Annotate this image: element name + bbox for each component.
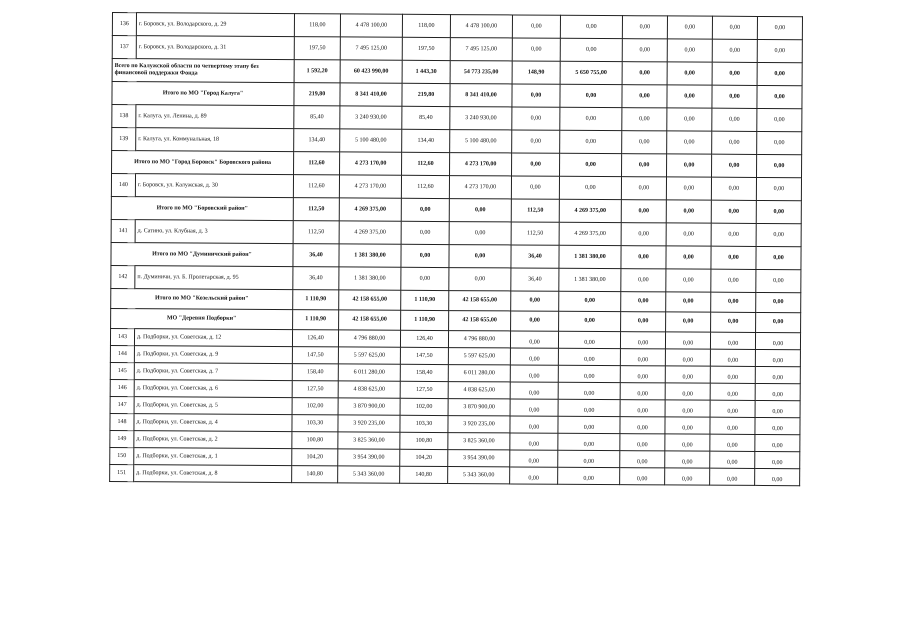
row-number: 142	[111, 265, 135, 288]
value-cell: 0,00	[512, 130, 560, 153]
value-cell: 0,00	[665, 434, 710, 451]
value-cell: 112,60	[401, 175, 449, 198]
value-cell: 0,00	[510, 365, 558, 382]
value-cell: 0,00	[558, 450, 620, 467]
address-cell: п. Думиничи, ул. Б. Пролетарская, д. 95	[135, 266, 293, 290]
value-cell: 4 796 880,00	[448, 331, 510, 348]
row-number: 149	[110, 430, 134, 447]
value-cell: 0,00	[621, 292, 666, 312]
value-cell: 0,00	[510, 382, 558, 399]
value-cell: 0,00	[512, 107, 560, 130]
row-number: 144	[110, 345, 134, 362]
value-cell: 0,00	[401, 221, 449, 244]
value-cell: 0,00	[667, 62, 712, 85]
value-cell: 0,00	[560, 38, 622, 61]
value-cell: 0,00	[756, 246, 801, 269]
value-cell: 0,00	[667, 131, 712, 154]
value-cell: 3 920 235,00	[448, 416, 510, 433]
value-cell: 0,00	[510, 416, 558, 433]
value-cell: 4 269 375,00	[339, 221, 401, 244]
value-cell: 0,00	[622, 131, 667, 154]
value-cell: 0,00	[710, 451, 755, 468]
value-cell: 6 011 280,00	[448, 365, 510, 382]
value-cell: 36,40	[293, 267, 339, 290]
value-cell: 0,00	[558, 467, 620, 484]
value-cell: 1 381 380,00	[339, 244, 401, 267]
value-cell: 0,00	[620, 383, 665, 400]
value-cell: 140,80	[292, 466, 338, 483]
value-cell: 219,80	[294, 83, 340, 106]
value-cell: 147,50	[400, 347, 448, 364]
table-row	[110, 464, 800, 485]
address-cell: г. Калуга, ул. Ленина, д. 89	[136, 105, 294, 129]
value-cell: 103,30	[292, 415, 338, 432]
value-cell: 0,00	[401, 198, 449, 221]
value-cell: 0,00	[559, 291, 621, 311]
subtotal-label: Итого по МО "Город Боровск" Боровского района	[112, 151, 294, 175]
value-cell: 0,00	[711, 292, 756, 312]
value-cell: 0,00	[620, 468, 665, 485]
value-cell: 1 381 380,00	[339, 267, 401, 290]
value-cell: 1 381 380,00	[559, 245, 621, 268]
value-cell: 0,00	[558, 433, 620, 450]
value-cell: 0,00	[666, 223, 711, 246]
value-cell: 1 110,90	[293, 290, 339, 310]
row-number: 141	[111, 219, 135, 242]
value-cell: 0,00	[512, 38, 560, 61]
value-cell: 0,00	[755, 434, 800, 451]
value-cell: 0,00	[755, 366, 800, 383]
subtotal-label: Итого по МО "Боровский район"	[111, 196, 293, 220]
value-cell: 4 838 625,00	[448, 382, 510, 399]
value-cell: 0,00	[757, 39, 802, 62]
address-cell: д. Подборки, ул. Советская, д. 2	[134, 431, 292, 449]
value-cell: 0,00	[756, 312, 801, 332]
table-body	[110, 13, 803, 486]
value-cell: 0,00	[667, 39, 712, 62]
value-cell: 0,00	[755, 383, 800, 400]
value-cell: 85,40	[294, 106, 340, 129]
row-number: 143	[110, 328, 134, 345]
value-cell: 0,00	[667, 108, 712, 131]
row-number: 136	[112, 13, 136, 36]
value-cell: 0,00	[711, 200, 756, 223]
value-cell: 112,60	[402, 152, 450, 175]
value-cell: 118,00	[402, 14, 450, 37]
value-cell: 42 158 655,00	[449, 291, 511, 311]
value-cell: 0,00	[620, 332, 665, 349]
subtotal-label: Итого по МО "Козельский район"	[111, 288, 293, 309]
value-cell: 197,50	[294, 37, 340, 60]
value-cell: 112,60	[293, 175, 339, 198]
value-cell: 42 158 655,00	[339, 310, 401, 330]
value-cell: 0,00	[666, 292, 711, 312]
address-cell: д. Подборки, ул. Советская, д. 4	[134, 414, 292, 432]
value-cell: 4 269 375,00	[339, 198, 401, 221]
value-cell: 1 443,30	[402, 60, 450, 83]
value-cell: 1 110,90	[293, 310, 339, 330]
value-cell: 0,00	[511, 291, 559, 311]
value-cell: 0,00	[558, 331, 620, 348]
value-cell: 0,00	[558, 399, 620, 416]
value-cell: 0,00	[665, 451, 710, 468]
address-cell: г. Боровск, ул. Володарского, д. 29	[136, 13, 294, 37]
value-cell: 1 592,20	[294, 60, 340, 83]
value-cell: 3 825 360,00	[338, 432, 400, 449]
address-cell: д. Подборки, ул. Советская, д. 6	[134, 380, 292, 398]
value-cell: 0,00	[711, 312, 756, 332]
value-cell: 0,00	[712, 39, 757, 62]
value-cell: 0,00	[712, 16, 757, 39]
value-cell: 5 343 360,00	[448, 467, 510, 484]
value-cell: 85,40	[402, 106, 450, 129]
value-cell: 0,00	[510, 331, 558, 348]
value-cell: 158,40	[400, 364, 448, 381]
value-cell: 118,00	[294, 14, 340, 37]
value-cell: 148,90	[512, 61, 560, 84]
value-cell: 0,00	[510, 433, 558, 450]
value-cell: 42 158 655,00	[339, 290, 401, 310]
value-cell: 0,00	[620, 451, 665, 468]
value-cell: 112,50	[511, 199, 559, 222]
value-cell: 102,00	[400, 398, 448, 415]
value-cell: 1 110,90	[401, 310, 449, 330]
address-cell: г. Боровск, ул. Калужская, д. 30	[135, 174, 293, 198]
value-cell: 0,00	[620, 400, 665, 417]
value-cell: 3 240 930,00	[340, 106, 402, 129]
value-cell: 0,00	[449, 199, 511, 222]
value-cell: 3 240 930,00	[450, 107, 512, 130]
value-cell: 0,00	[622, 154, 667, 177]
value-cell: 0,00	[757, 85, 802, 108]
subtotal-label: МО "Деревня Подборки"	[111, 308, 293, 329]
value-cell: 0,00	[711, 246, 756, 269]
value-cell: 7 495 125,00	[450, 38, 512, 61]
value-cell: 0,00	[511, 176, 559, 199]
value-cell: 4 273 170,00	[339, 175, 401, 198]
value-cell: 126,40	[292, 330, 338, 347]
value-cell: 134,40	[402, 129, 450, 152]
value-cell: 103,30	[400, 415, 448, 432]
value-cell: 5 100 480,00	[450, 130, 512, 153]
value-cell: 0,00	[711, 177, 756, 200]
value-cell: 134,40	[294, 129, 340, 152]
value-cell: 0,00	[511, 311, 559, 331]
address-cell: г. Боровск, ул. Володарского, д. 31	[136, 36, 294, 60]
value-cell: 112,60	[294, 152, 340, 175]
value-cell: 3 870 900,00	[448, 399, 510, 416]
value-cell: 0,00	[666, 200, 711, 223]
row-number: 140	[111, 174, 135, 197]
row-number: 150	[110, 447, 134, 464]
value-cell: 0,00	[755, 468, 800, 485]
value-cell: 104,20	[292, 449, 338, 466]
value-cell: 197,50	[402, 37, 450, 60]
value-cell: 127,50	[400, 381, 448, 398]
value-cell: 0,00	[710, 417, 755, 434]
value-cell: 0,00	[712, 154, 757, 177]
value-cell: 0,00	[510, 467, 558, 484]
value-cell: 0,00	[620, 366, 665, 383]
document-page	[109, 12, 802, 486]
address-cell: д. Подборки, ул. Советская, д. 9	[134, 346, 292, 364]
value-cell: 0,00	[665, 332, 710, 349]
value-cell: 0,00	[756, 177, 801, 200]
value-cell: 0,00	[712, 85, 757, 108]
value-cell: 0,00	[510, 348, 558, 365]
value-cell: 0,00	[710, 400, 755, 417]
row-number: 145	[110, 362, 134, 379]
value-cell: 0,00	[559, 311, 621, 331]
value-cell: 1 381 380,00	[559, 268, 621, 291]
value-cell: 147,50	[292, 347, 338, 364]
value-cell: 0,00	[755, 451, 800, 468]
value-cell: 0,00	[756, 223, 801, 246]
value-cell: 0,00	[666, 312, 711, 332]
value-cell: 4 269 375,00	[559, 199, 621, 222]
value-cell: 0,00	[710, 468, 755, 485]
value-cell: 4 273 170,00	[449, 176, 511, 199]
value-cell: 0,00	[665, 366, 710, 383]
value-cell: 3 954 390,00	[448, 450, 510, 467]
value-cell: 0,00	[757, 108, 802, 131]
value-cell: 42 158 655,00	[449, 311, 511, 331]
value-cell: 3 870 900,00	[338, 398, 400, 415]
value-cell: 0,00	[558, 348, 620, 365]
value-cell: 0,00	[620, 417, 665, 434]
value-cell: 0,00	[510, 399, 558, 416]
value-cell: 0,00	[710, 349, 755, 366]
value-cell: 219,80	[402, 83, 450, 106]
value-cell: 0,00	[710, 332, 755, 349]
value-cell: 112,50	[511, 222, 559, 245]
value-cell: 100,80	[292, 432, 338, 449]
value-cell: 0,00	[560, 107, 622, 130]
value-cell: 0,00	[621, 246, 666, 269]
address-cell: д. Подборки, ул. Советская, д. 12	[134, 329, 292, 347]
value-cell: 0,00	[667, 16, 712, 39]
value-cell: 0,00	[622, 39, 667, 62]
value-cell: 36,40	[293, 244, 339, 267]
value-cell: 0,00	[665, 383, 710, 400]
value-cell: 100,80	[400, 432, 448, 449]
value-cell: 0,00	[621, 200, 666, 223]
address-cell: д. Подборки, ул. Советская, д. 5	[134, 397, 292, 415]
subtotal-label: Итого по МО "Думиничский район"	[111, 242, 293, 266]
value-cell: 0,00	[665, 417, 710, 434]
value-cell: 4 273 170,00	[340, 152, 402, 175]
value-cell: 4 796 880,00	[338, 330, 400, 347]
value-cell: 0,00	[558, 416, 620, 433]
value-cell: 54 773 235,00	[450, 61, 512, 84]
value-cell: 0,00	[449, 222, 511, 245]
value-cell: 0,00	[401, 267, 449, 290]
value-cell: 4 478 100,00	[450, 15, 512, 38]
value-cell: 0,00	[757, 62, 802, 85]
address-cell: д. Подборки, ул. Советская, д. 1	[134, 448, 292, 466]
value-cell: 0,00	[559, 176, 621, 199]
row-number: 138	[112, 105, 136, 128]
value-cell: 0,00	[622, 85, 667, 108]
address-cell: д. Сатино, ул. Клубная, д. 3	[135, 220, 293, 244]
subtotal-label: Итого по МО "Город Калуга"	[112, 82, 294, 106]
value-cell: 112,50	[293, 221, 339, 244]
value-cell: 60 423 990,00	[340, 60, 402, 83]
value-cell: 4 478 100,00	[340, 14, 402, 37]
value-cell: 0,00	[666, 246, 711, 269]
value-cell: 0,00	[757, 16, 802, 39]
value-cell: 0,00	[755, 417, 800, 434]
value-cell: 0,00	[401, 244, 449, 267]
value-cell: 0,00	[621, 312, 666, 332]
value-cell: 3 954 390,00	[338, 449, 400, 466]
row-number: 146	[110, 379, 134, 396]
value-cell: 5 650 755,00	[560, 61, 622, 84]
value-cell: 0,00	[710, 366, 755, 383]
address-cell: д. Подборки, ул. Советская, д. 7	[134, 363, 292, 381]
value-cell: 0,00	[712, 131, 757, 154]
address-cell: г. Калуга, ул. Коммунальная, 18	[136, 128, 294, 152]
value-cell: 0,00	[512, 84, 560, 107]
value-cell: 0,00	[665, 400, 710, 417]
value-cell: 0,00	[666, 269, 711, 292]
value-cell: 127,50	[292, 381, 338, 398]
value-cell: 5 343 360,00	[338, 466, 400, 483]
value-cell: 0,00	[667, 154, 712, 177]
value-cell: 1 110,90	[401, 290, 449, 310]
value-cell: 102,00	[292, 398, 338, 415]
value-cell: 0,00	[757, 131, 802, 154]
value-cell: 6 011 280,00	[338, 364, 400, 381]
value-cell: 0,00	[621, 223, 666, 246]
value-cell: 0,00	[712, 62, 757, 85]
value-cell: 0,00	[756, 269, 801, 292]
value-cell: 0,00	[666, 177, 711, 200]
value-cell: 0,00	[621, 269, 666, 292]
value-cell: 0,00	[756, 292, 801, 312]
value-cell: 0,00	[622, 108, 667, 131]
value-cell: 36,40	[511, 245, 559, 268]
value-cell: 0,00	[560, 130, 622, 153]
housing-table	[109, 12, 803, 486]
value-cell: 104,20	[400, 449, 448, 466]
value-cell: 0,00	[665, 349, 710, 366]
value-cell: 0,00	[621, 177, 666, 200]
row-number: 137	[112, 36, 136, 59]
value-cell: 4 838 625,00	[338, 381, 400, 398]
value-cell: 0,00	[560, 84, 622, 107]
value-cell: 3 825 360,00	[448, 433, 510, 450]
value-cell: 0,00	[665, 468, 710, 485]
value-cell: 0,00	[755, 349, 800, 366]
value-cell: 0,00	[710, 434, 755, 451]
value-cell: 0,00	[667, 85, 712, 108]
value-cell: 140,80	[400, 466, 448, 483]
value-cell: 112,50	[293, 198, 339, 221]
row-number: 139	[112, 128, 136, 151]
value-cell: 0,00	[512, 15, 560, 38]
value-cell: 0,00	[755, 400, 800, 417]
value-cell: 0,00	[620, 434, 665, 451]
value-cell: 8 341 410,00	[340, 83, 402, 106]
value-cell: 0,00	[622, 16, 667, 39]
value-cell: 0,00	[710, 383, 755, 400]
row-number: 147	[110, 396, 134, 413]
value-cell: 0,00	[560, 153, 622, 176]
value-cell: 0,00	[510, 450, 558, 467]
value-cell: 8 341 410,00	[450, 84, 512, 107]
address-cell: д. Подборки, ул. Советская, д. 8	[134, 465, 292, 483]
value-cell: 0,00	[711, 223, 756, 246]
value-cell: 0,00	[622, 62, 667, 85]
value-cell: 0,00	[620, 349, 665, 366]
value-cell: 0,00	[558, 365, 620, 382]
value-cell: 5 100 480,00	[340, 129, 402, 152]
value-cell: 3 920 235,00	[338, 415, 400, 432]
value-cell: 158,40	[292, 364, 338, 381]
row-number: 151	[110, 464, 134, 481]
value-cell: 5 597 625,00	[338, 347, 400, 364]
value-cell: 0,00	[712, 108, 757, 131]
value-cell: 0,00	[711, 269, 756, 292]
value-cell: 4 273 170,00	[450, 153, 512, 176]
value-cell: 0,00	[756, 200, 801, 223]
value-cell: 7 495 125,00	[340, 37, 402, 60]
value-cell: 0,00	[512, 153, 560, 176]
value-cell: 0,00	[755, 332, 800, 349]
value-cell: 0,00	[449, 268, 511, 291]
value-cell: 5 597 625,00	[448, 348, 510, 365]
value-cell: 0,00	[449, 245, 511, 268]
row-number: 148	[110, 413, 134, 430]
value-cell: 0,00	[560, 15, 622, 38]
value-cell: 126,40	[400, 330, 448, 347]
value-cell: 36,40	[511, 268, 559, 291]
value-cell: 4 269 375,00	[559, 222, 621, 245]
value-cell: 0,00	[757, 154, 802, 177]
subtotal-label: Всего по Калужской области по четвертому этапу без финансовой поддержки Фонда	[112, 59, 294, 83]
value-cell: 0,00	[558, 382, 620, 399]
